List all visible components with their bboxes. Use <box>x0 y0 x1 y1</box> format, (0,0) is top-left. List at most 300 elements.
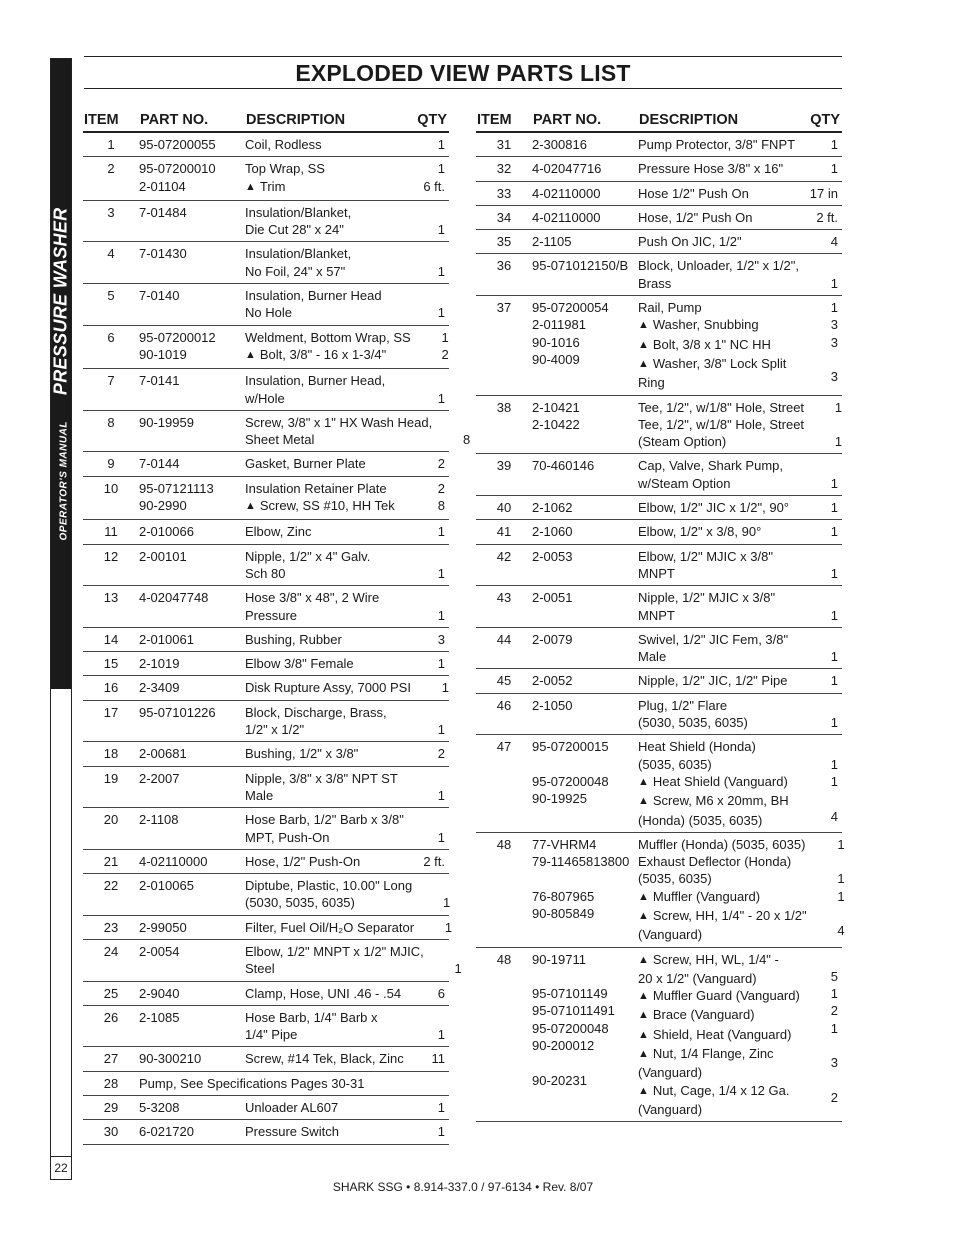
quantity <box>407 548 445 565</box>
quantity <box>800 589 838 606</box>
quantity-cell <box>407 985 449 1002</box>
part-number: 95-071011491 <box>532 1003 615 1019</box>
description: ▲ Bolt, 3/8" - 16 x 1-3/4" <box>245 346 387 362</box>
quantity: 1 <box>830 524 838 540</box>
part-number-cell <box>139 455 245 472</box>
quantity: 6 ft. <box>423 178 445 194</box>
quantity <box>407 811 445 828</box>
description: MNPT <box>638 607 675 623</box>
part-number-cell <box>139 770 245 805</box>
item-number: 14 <box>103 631 119 647</box>
quantity-cell <box>424 943 466 978</box>
description: Nipple, 1/2" MJIC x 3/8" <box>638 590 776 606</box>
quantity: 1 <box>830 649 838 665</box>
description-cell <box>638 836 807 944</box>
item-number: 12 <box>103 548 119 564</box>
page-title: EXPLODED VIEW PARTS LIST <box>295 60 631 86</box>
table-row <box>83 982 449 1006</box>
part-number-cell <box>532 136 638 153</box>
quantity: 2 ft. <box>816 209 838 225</box>
item-number: 25 <box>103 985 119 1001</box>
description: (5030, 5035, 6035) <box>245 895 355 911</box>
quantity-cell <box>800 457 842 492</box>
table-row <box>83 701 449 743</box>
table-row <box>83 742 449 766</box>
description-cell <box>245 589 407 624</box>
part-number: 7-0144 <box>139 456 180 472</box>
part-number: 2-1019 <box>139 656 180 672</box>
table-row <box>476 669 842 693</box>
part-number: 2-010065 <box>139 878 194 894</box>
part-number: 95-07200012 <box>139 329 216 345</box>
part-number-cell <box>532 299 638 391</box>
quantity: 8 <box>462 432 471 448</box>
quantity: 11 <box>431 1051 445 1067</box>
part-number <box>532 714 638 731</box>
description: Push On JIC, 1/2" <box>638 234 742 250</box>
description: Elbow, 1/2" x 3/8, 90° <box>638 524 762 540</box>
item-number: 23 <box>103 919 119 935</box>
quantity: 1 <box>837 888 845 904</box>
description: Tee, 1/2", w/1/8" Hole, Street <box>638 416 805 432</box>
description: (Steam Option) <box>638 434 727 450</box>
part-number: 7-0140 <box>139 288 180 304</box>
part-number-cell <box>532 160 638 177</box>
quantity-cell <box>407 245 449 280</box>
description: Insulation, Burner Head <box>245 288 382 304</box>
part-number-cell <box>139 853 245 870</box>
description: Elbow, 1/2" MNPT x 1/2" MJIC, <box>245 943 424 959</box>
item-number: 32 <box>496 161 512 177</box>
table-row <box>83 628 449 652</box>
part-number: 2-01104 <box>139 178 186 194</box>
part-number <box>532 565 638 582</box>
item-number: 16 <box>103 680 119 696</box>
part-number: 4-02047716 <box>532 161 602 177</box>
sidebar-vertical-text <box>51 208 72 541</box>
description-cell <box>638 548 800 583</box>
item-number: 11 <box>104 524 118 540</box>
description: Bushing, 1/2" x 3/8" <box>245 746 359 762</box>
part-number: 2-011981 <box>532 317 586 333</box>
sidebar <box>50 58 72 1180</box>
item-number: 48 <box>496 951 512 967</box>
part-number-cell <box>139 919 245 936</box>
description: Hose Barb, 1/4" Barb x <box>245 1009 378 1025</box>
description-cell <box>638 672 800 689</box>
table-row <box>476 296 842 395</box>
description: Male <box>638 649 667 665</box>
description-cell <box>245 655 407 672</box>
quantity-cell <box>800 136 842 153</box>
table-body-left <box>83 133 471 1145</box>
part-number: 4-02110000 <box>532 185 601 201</box>
part-number <box>139 829 245 846</box>
table-body-right <box>476 133 845 1122</box>
quantity <box>407 589 445 606</box>
quantity: 1 <box>444 919 453 935</box>
description: ▲ Muffler Guard (Vanguard) <box>638 988 800 1004</box>
quantity-cell <box>411 679 453 696</box>
part-number-cell <box>532 399 638 451</box>
description-cell <box>245 372 407 407</box>
part-number: 2-2007 <box>139 770 180 786</box>
description: Diptube, Plastic, 10.00" Long <box>245 878 413 894</box>
description: Hose Barb, 1/2" Barb x 3/8" <box>245 812 404 828</box>
quantity: 2 <box>441 346 449 362</box>
part-number <box>139 390 245 407</box>
quantity <box>407 704 445 721</box>
table-row <box>83 676 449 700</box>
quantity-cell <box>800 257 842 292</box>
part-number: 95-07101149 <box>532 986 608 1002</box>
quantity <box>800 1072 838 1089</box>
description-cell <box>638 697 800 732</box>
quantity-cell <box>407 853 449 870</box>
description: (5035, 6035) <box>638 871 712 887</box>
description: Clamp, Hose, UNI .46 - .54 <box>245 985 402 1001</box>
part-number: 6-021720 <box>139 1124 194 1140</box>
quantity-cell <box>407 770 449 805</box>
part-number: 95-07200048 <box>532 1020 609 1036</box>
table-row <box>83 1096 449 1120</box>
quantity: 1 <box>437 1100 445 1116</box>
quantity-cell <box>800 589 842 624</box>
part-number-cell <box>139 985 245 1002</box>
part-number: 2-1060 <box>532 524 573 540</box>
part-number-cell <box>532 523 638 540</box>
quantity-cell <box>432 414 474 449</box>
header-qty: QTY <box>417 111 447 128</box>
header-part-no: PART NO. <box>533 111 602 128</box>
quantity-cell <box>407 589 449 624</box>
part-number: 95-07200048 <box>532 773 609 789</box>
item-number: 47 <box>496 739 512 755</box>
part-number: 95-07200055 <box>139 137 216 152</box>
part-number: 7-0141 <box>139 373 180 389</box>
part-number <box>532 275 638 292</box>
description: Screw, #14 Tek, Black, Zinc <box>245 1051 404 1067</box>
part-number <box>139 263 245 280</box>
description: Gasket, Burner Plate <box>245 456 366 472</box>
description: Hose 3/8" x 48", 2 Wire <box>245 590 380 606</box>
triangle-icon: ▲ <box>245 500 256 513</box>
description-cell <box>245 877 412 912</box>
item-number: 46 <box>496 697 512 713</box>
table-row <box>83 369 449 411</box>
item-number: 2 <box>107 161 115 177</box>
table-row <box>83 133 449 157</box>
table-row <box>83 850 449 874</box>
description-cell <box>245 136 407 153</box>
header-part-no: PART NO. <box>140 111 209 128</box>
description-cell <box>638 233 800 250</box>
part-number <box>139 304 245 321</box>
part-number: 79-11465813800 <box>532 854 630 870</box>
description-cell <box>638 738 800 828</box>
quantity: 1 <box>830 1020 838 1036</box>
description: ▲ Shield, Heat (Vanguard) <box>638 1026 792 1042</box>
part-number: 2-1085 <box>139 1009 180 1025</box>
description: ▲ Bolt, 3/8 x 1" NC HH <box>638 336 771 352</box>
description-cell <box>245 329 411 366</box>
description: ▲ Trim <box>245 178 286 194</box>
quantity: 1 <box>830 137 838 152</box>
item-number: 22 <box>103 878 119 894</box>
quantity-cell <box>800 548 842 583</box>
description: MPT, Push-On <box>245 829 330 845</box>
item-number: 38 <box>496 399 512 415</box>
quantity-cell <box>807 836 849 944</box>
part-number: 4-02110000 <box>532 209 601 225</box>
table-row <box>476 182 842 206</box>
description-cell <box>245 631 407 648</box>
description: Nipple, 1/2" x 4" Galv. <box>245 548 371 564</box>
quantity <box>432 414 470 431</box>
part-number: 95-07200015 <box>532 739 609 755</box>
quantity: 1 <box>437 722 445 738</box>
quantity: 1 <box>830 275 838 291</box>
description: Brass <box>638 275 672 291</box>
part-number: 90-300210 <box>139 1051 202 1067</box>
item-number: 33 <box>496 185 512 201</box>
description: Rail, Pump <box>638 300 702 316</box>
table-row <box>83 1072 449 1096</box>
description: Male <box>245 787 274 803</box>
part-number-cell <box>139 287 245 322</box>
item-number: 6 <box>107 329 115 345</box>
part-number: 2-0053 <box>532 548 573 564</box>
quantity-cell <box>800 738 842 828</box>
part-number: 7-01430 <box>139 246 187 262</box>
part-number-cell <box>139 655 245 672</box>
quantity-cell <box>407 523 449 540</box>
quantity: 1 <box>830 607 838 623</box>
part-number: 2-1108 <box>139 812 179 828</box>
table-row <box>83 326 449 370</box>
footer-document-info: SHARK SSG • 8.914-337.0 / 97-6134 • Rev. 8/07 <box>332 1180 594 1194</box>
quantity: 1 <box>437 161 445 177</box>
quantity-cell <box>407 745 449 762</box>
quantity <box>800 257 838 274</box>
description: Unloader AL607 <box>245 1100 339 1116</box>
quantity: 1 <box>834 399 843 415</box>
part-number: 7-01484 <box>139 204 187 220</box>
description: ▲ Screw, HH, 1/4" - 20 x 1/2" <box>638 907 807 923</box>
part-number: 2-3409 <box>139 680 180 696</box>
part-number <box>139 894 245 911</box>
table-row <box>83 411 471 453</box>
header-item: ITEM <box>84 111 119 128</box>
part-number: 2-1105 <box>532 234 572 250</box>
item-number: 13 <box>103 590 119 606</box>
quantity <box>800 548 838 565</box>
part-number <box>532 648 638 665</box>
part-number <box>532 1089 638 1106</box>
table-row <box>83 520 449 544</box>
item-number: 4 <box>107 246 115 262</box>
quantity-cell <box>407 655 449 672</box>
part-number <box>139 431 245 448</box>
quantity <box>807 853 845 870</box>
part-number <box>139 787 245 804</box>
description: ▲ Washer, Snubbing <box>638 317 759 333</box>
part-number: 70-460146 <box>532 458 595 474</box>
item-number: 42 <box>496 548 512 564</box>
quantity <box>407 1009 445 1026</box>
part-number: 95-071012150/B <box>532 258 629 274</box>
description: (Vanguard) <box>638 1101 703 1117</box>
item-number: 40 <box>496 500 512 516</box>
item-number: 28 <box>103 1075 119 1091</box>
triangle-icon: ▲ <box>638 990 649 1003</box>
description: ▲ Brace (Vanguard) <box>638 1007 755 1023</box>
quantity: 3 <box>830 334 838 350</box>
description-cell <box>245 745 407 762</box>
description: Elbow, 1/2" MJIC x 3/8" <box>638 548 773 564</box>
description: No Foil, 24" x 57" <box>245 263 346 279</box>
quantity: 3 <box>830 317 838 333</box>
part-number: 95-07121113 <box>139 480 214 496</box>
description: Elbow, 1/2" JIC x 1/2", 90° <box>638 500 790 516</box>
quantity: 1 <box>830 300 838 316</box>
table-row <box>83 808 449 850</box>
item-number: 48 <box>496 836 512 852</box>
description: Elbow 3/8" Female <box>245 656 354 672</box>
part-number-cell <box>139 1123 245 1140</box>
quantity: 1 <box>837 836 845 852</box>
item-number: 20 <box>103 812 119 828</box>
description: ▲ Nut, Cage, 1/4 x 12 Ga. <box>638 1082 790 1098</box>
quantity <box>800 697 838 714</box>
table-row <box>83 586 449 628</box>
description-cell <box>245 1050 407 1067</box>
item-number: 41 <box>496 524 512 540</box>
item-number: 35 <box>496 234 512 250</box>
part-number: 2-010066 <box>139 524 194 540</box>
quantity <box>800 457 838 474</box>
table-row <box>476 230 842 254</box>
description-cell <box>638 589 800 624</box>
description-cell <box>245 1123 407 1140</box>
quantity: 1 <box>437 390 445 406</box>
header-qty: QTY <box>810 111 840 128</box>
part-number-cell <box>532 589 638 624</box>
description-cell <box>638 951 800 1119</box>
item-number: 3 <box>107 204 115 220</box>
sidebar-title: PRESSURE WASHER <box>50 207 71 396</box>
part-number-cell <box>532 457 638 492</box>
description: Bushing, Rubber <box>245 631 342 647</box>
quantity: 4 <box>837 923 845 939</box>
triangle-icon: ▲ <box>638 1048 649 1061</box>
description-cell <box>245 455 407 472</box>
part-number: 90-19711 <box>532 951 586 967</box>
part-number <box>139 565 245 582</box>
triangle-icon: ▲ <box>245 180 256 193</box>
table-row <box>476 206 842 230</box>
item-number: 31 <box>496 137 512 152</box>
description-cell <box>638 185 800 202</box>
quantity: 1 <box>437 787 445 803</box>
description: Top Wrap, SS <box>245 161 325 177</box>
table-row <box>476 735 842 832</box>
part-number: 90-1016 <box>532 334 580 350</box>
quantity: 1 <box>830 986 838 1002</box>
description: (Vanguard) <box>638 927 703 943</box>
quantity-cell <box>800 209 842 226</box>
description-cell <box>638 399 804 451</box>
quantity: 2 <box>437 480 445 496</box>
quantity: 2 <box>437 456 445 472</box>
part-number <box>139 960 245 977</box>
quantity-cell <box>800 697 842 732</box>
table-row <box>83 477 449 521</box>
part-number: 90-19959 <box>139 414 194 430</box>
description-cell <box>245 679 411 696</box>
item-number: 29 <box>103 1100 119 1116</box>
part-number-cell <box>532 499 638 516</box>
quantity-cell <box>411 329 453 366</box>
part-number-cell <box>139 523 245 540</box>
quantity-cell <box>800 523 842 540</box>
part-number <box>532 808 638 825</box>
part-number: 90-1019 <box>139 346 187 362</box>
part-number: 95-07200010 <box>139 161 216 177</box>
quantity-cell <box>414 919 456 936</box>
part-number-cell <box>139 589 245 624</box>
quantity: 1 <box>437 1124 445 1140</box>
description: Screw, 3/8" x 1" HX Wash Head, <box>245 414 433 430</box>
item-number: 44 <box>496 631 512 647</box>
title-bottom-rule <box>84 88 842 89</box>
sidebar-manual-label: OPERATOR'S MANUAL <box>58 421 70 541</box>
quantity <box>800 738 838 755</box>
item-number: 21 <box>103 853 119 869</box>
part-number <box>532 922 638 939</box>
triangle-icon: ▲ <box>638 775 649 788</box>
table-row <box>83 916 453 940</box>
description-cell <box>245 414 432 449</box>
quantity: 1 <box>437 524 445 540</box>
part-number <box>532 368 638 385</box>
description: Disk Rupture Assy, 7000 PSI <box>245 680 411 696</box>
part-number-cell <box>139 1050 245 1067</box>
part-number: 90-19925 <box>532 791 587 807</box>
quantity: 2 <box>437 746 445 762</box>
header-item: ITEM <box>477 111 512 128</box>
part-number-cell <box>532 209 638 226</box>
part-number: 2-0054 <box>139 943 180 959</box>
part-number: 2-10422 <box>532 416 580 432</box>
table-row <box>476 454 842 496</box>
description: Muffler (Honda) (5035, 6035) <box>638 836 806 852</box>
part-number: 2-010061 <box>139 631 194 647</box>
description-cell <box>245 245 407 280</box>
table-row <box>83 1120 449 1144</box>
description: Weldment, Bottom Wrap, SS <box>245 329 411 345</box>
quantity-cell <box>800 299 842 391</box>
part-number: 2-0051 <box>532 590 573 606</box>
quantity-cell <box>800 499 842 516</box>
part-number-cell <box>139 136 245 153</box>
quantity: 1 <box>437 1027 445 1043</box>
description: 20 x 1/2" (Vanguard) <box>638 970 757 986</box>
part-number <box>532 433 638 450</box>
quantity-cell <box>800 672 842 689</box>
description-cell <box>638 299 800 391</box>
quantity: 1 <box>437 607 445 623</box>
